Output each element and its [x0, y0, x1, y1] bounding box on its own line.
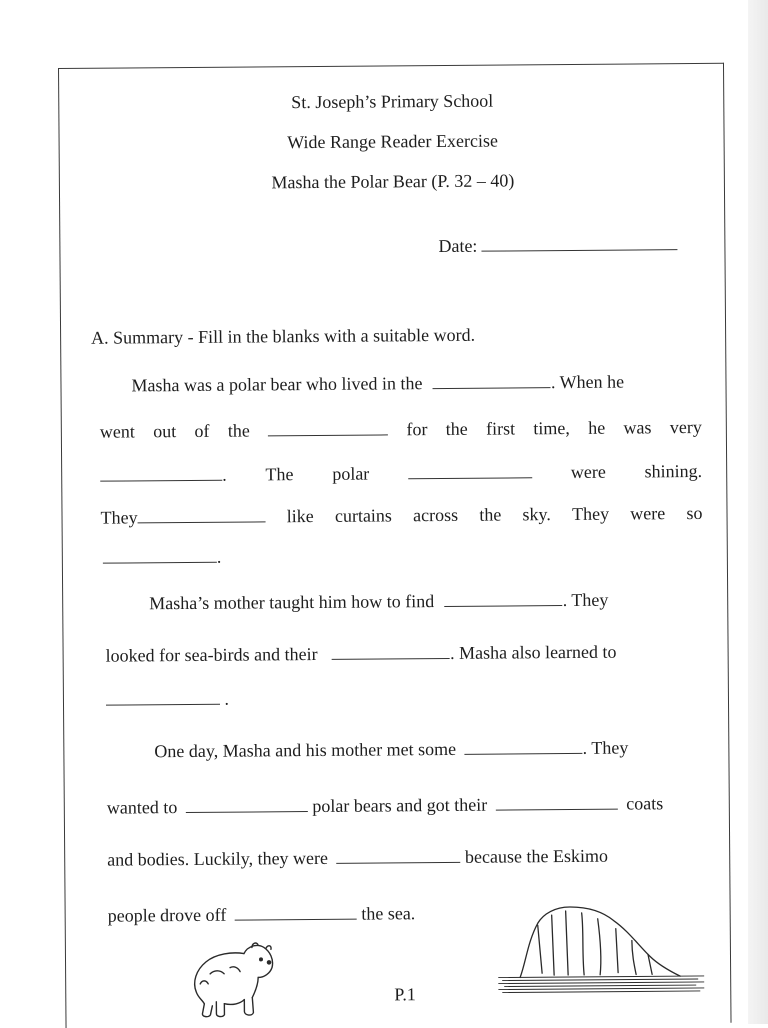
answer-blank-9[interactable] [106, 692, 220, 706]
text: so [686, 502, 703, 524]
text: . [224, 688, 230, 709]
text: of [194, 420, 210, 441]
text: were [630, 503, 666, 524]
text: the [445, 418, 468, 439]
text: curtains [334, 505, 392, 526]
page-number: P.1 [394, 984, 416, 1005]
answer-blank-8[interactable] [332, 646, 450, 660]
text: like [286, 506, 314, 527]
text: the [479, 504, 502, 525]
date-field [438, 234, 677, 257]
answer-blank-12[interactable] [496, 797, 618, 811]
answer-blank-10[interactable] [465, 741, 583, 755]
answer-blank-13[interactable] [336, 850, 460, 864]
text: They [571, 503, 610, 524]
text: for [406, 419, 428, 440]
text: because the Eskimo [464, 845, 609, 867]
para1-line3 [100, 460, 702, 487]
text: the [227, 420, 250, 441]
date-label: Date: [438, 235, 478, 257]
para2-line2 [106, 641, 617, 667]
text: first [485, 418, 516, 439]
text: The [265, 464, 294, 485]
text: Masha was a polar bear who lived in the [131, 373, 423, 396]
para3-line1 [154, 737, 628, 763]
text: One day, Masha and his mother met some [154, 738, 457, 762]
para2-line1 [149, 589, 608, 615]
text: . When he [550, 371, 625, 393]
text: were [570, 461, 606, 482]
text: and bodies. Luckily, they were [107, 847, 329, 870]
text: . They [582, 737, 629, 758]
text: . Masha also learned to [449, 641, 617, 663]
date-blank[interactable] [481, 235, 677, 252]
page-edge [748, 0, 768, 1024]
text: Masha’s mother taught him how to find [149, 591, 435, 614]
section-heading: A. Summary - Fill in the blanks with a suitable word. [91, 324, 476, 348]
para3-line2 [107, 792, 664, 818]
para1-line2 [100, 416, 702, 443]
text: very [669, 416, 702, 438]
para2-line3 [106, 688, 229, 711]
text: sky. [522, 504, 551, 525]
answer-blank-5[interactable] [137, 509, 265, 523]
answer-blank-14[interactable] [235, 907, 357, 921]
answer-blank-2[interactable] [268, 422, 388, 436]
text: wanted to [106, 797, 178, 818]
text: . They [562, 589, 609, 611]
book-title: Masha the Polar Bear (P. 32 – 40) [271, 170, 515, 193]
text: the sea. [361, 903, 416, 924]
text: . [216, 546, 222, 567]
text: polar [332, 463, 370, 484]
para3-line4 [108, 902, 416, 926]
text: time, [533, 417, 570, 439]
answer-blank-11[interactable] [186, 799, 308, 813]
polar-bear-cub-icon [186, 939, 279, 1025]
text: was [623, 417, 652, 438]
iceberg-icon [498, 900, 707, 999]
answer-blank-6[interactable] [103, 550, 217, 564]
text: went [99, 421, 135, 442]
school-name: St. Joseph’s Primary School [291, 90, 494, 113]
text: looked for sea-birds and their [105, 643, 318, 666]
exercise-title: Wide Range Reader Exercise [287, 130, 499, 153]
para1-line4 [100, 502, 702, 529]
text: polar bears and got their [312, 794, 488, 817]
para1-line1 [131, 371, 624, 397]
text: people drove off [107, 904, 227, 926]
para3-line3 [107, 845, 608, 871]
answer-blank-1[interactable] [433, 375, 551, 389]
text: he [588, 417, 606, 438]
text: . [222, 464, 227, 485]
answer-blank-4[interactable] [408, 465, 532, 479]
text: They [100, 507, 138, 528]
text: shining. [644, 460, 703, 482]
text: coats [626, 793, 664, 814]
para1-line5 [103, 546, 222, 569]
worksheet-page [58, 63, 732, 1028]
text: out [153, 421, 177, 442]
answer-blank-3[interactable] [100, 468, 222, 482]
answer-blank-7[interactable] [445, 593, 563, 607]
text: across [413, 504, 459, 526]
